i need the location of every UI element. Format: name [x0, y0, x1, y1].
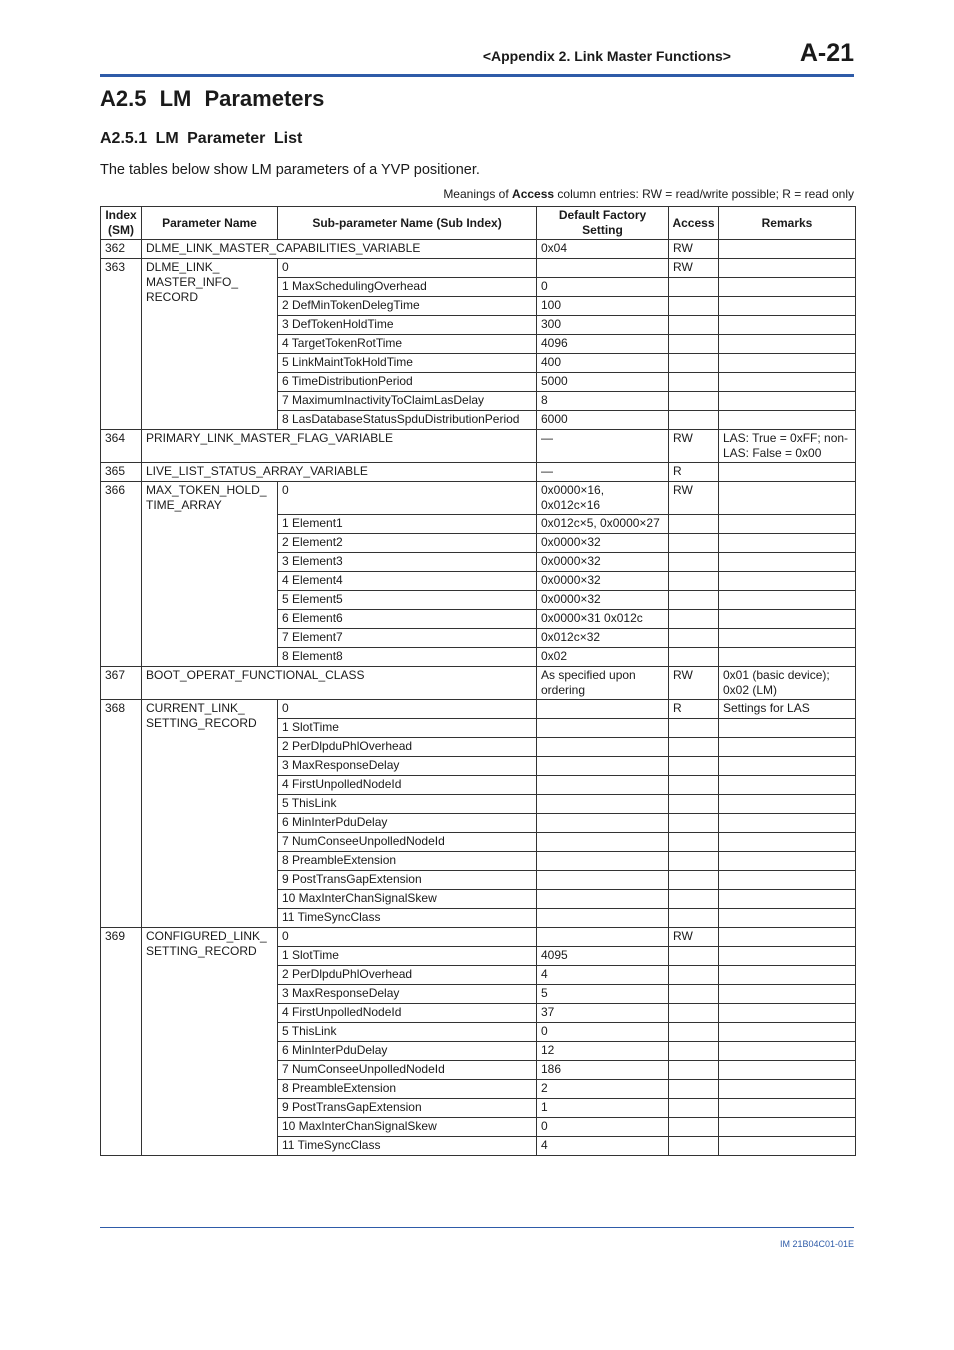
- remarks-cell: [719, 278, 856, 297]
- access-cell: [669, 629, 719, 648]
- table-header-row: [101, 207, 856, 240]
- parameter-name-cell: LIVE_LIST_STATUS_ARRAY_VARIABLE: [142, 463, 537, 482]
- access-cell: RW: [669, 240, 719, 259]
- access-cell: [669, 1118, 719, 1137]
- access-cell: [669, 316, 719, 335]
- sub-parameter-cell: 3 DefTokenHoldTime: [278, 316, 537, 335]
- intro-text: The tables below show LM parameters of a YVP positioner.: [100, 162, 480, 178]
- index-cell: 362: [101, 240, 142, 259]
- remarks-cell: [719, 928, 856, 947]
- remarks-cell: [719, 947, 856, 966]
- default-cell: 37: [537, 1004, 669, 1023]
- default-cell: —: [537, 463, 669, 482]
- access-cell: [669, 648, 719, 667]
- default-cell: [537, 776, 669, 795]
- default-cell: As specified upon ordering: [537, 667, 669, 700]
- access-legend: [443, 187, 854, 201]
- sub-parameter-cell: 2 PerDlpduPhlOverhead: [278, 738, 537, 757]
- remarks-cell: [719, 776, 856, 795]
- default-cell: 0x0000×16, 0x012c×16: [537, 482, 669, 515]
- sub-parameter-cell: 8 PreambleExtension: [278, 1080, 537, 1099]
- remarks-cell: [719, 871, 856, 890]
- sub-parameter-cell: 10 MaxInterChanSignalSkew: [278, 890, 537, 909]
- remarks-cell: [719, 591, 856, 610]
- col-header-default: Default Factory Setting: [537, 207, 669, 240]
- sub-parameter-cell: 5 ThisLink: [278, 1023, 537, 1042]
- footer-rule: [100, 1227, 854, 1228]
- access-cell: [669, 610, 719, 629]
- remarks-cell: [719, 463, 856, 482]
- access-cell: R: [669, 463, 719, 482]
- table-body: [101, 240, 856, 1156]
- remarks-cell: [719, 1080, 856, 1099]
- default-cell: [537, 738, 669, 757]
- sub-parameter-cell: 7 Element7: [278, 629, 537, 648]
- access-cell: [669, 719, 719, 738]
- default-cell: 12: [537, 1042, 669, 1061]
- table-row: [101, 700, 856, 719]
- default-cell: 2: [537, 1080, 669, 1099]
- access-cell: RW: [669, 667, 719, 700]
- sub-parameter-cell: 6 TimeDistributionPeriod: [278, 373, 537, 392]
- col-header-access: Access: [669, 207, 719, 240]
- remarks-cell: [719, 909, 856, 928]
- access-cell: [669, 373, 719, 392]
- index-cell: 368: [101, 700, 142, 928]
- default-cell: [537, 719, 669, 738]
- access-cell: [669, 1080, 719, 1099]
- access-cell: R: [669, 700, 719, 719]
- sub-parameter-cell: 9 PostTransGapExtension: [278, 871, 537, 890]
- remarks-cell: [719, 795, 856, 814]
- remarks-cell: [719, 354, 856, 373]
- default-cell: 0x0000×32: [537, 534, 669, 553]
- default-cell: 400: [537, 354, 669, 373]
- access-cell: [669, 1137, 719, 1156]
- access-cell: [669, 738, 719, 757]
- access-cell: [669, 591, 719, 610]
- remarks-cell: [719, 572, 856, 591]
- sub-parameter-cell: 0: [278, 259, 537, 278]
- page-number: A-21: [799, 39, 854, 67]
- remarks-cell: [719, 482, 856, 515]
- access-cell: [669, 852, 719, 871]
- sub-parameter-cell: 5 ThisLink: [278, 795, 537, 814]
- parameter-name-cell: MAX_TOKEN_HOLD_ TIME_ARRAY: [142, 482, 278, 667]
- table-row: [101, 259, 856, 278]
- remarks-cell: [719, 373, 856, 392]
- remarks-cell: [719, 1023, 856, 1042]
- remarks-cell: [719, 335, 856, 354]
- access-cell: [669, 776, 719, 795]
- remarks-cell: [719, 392, 856, 411]
- remarks-cell: [719, 1004, 856, 1023]
- access-cell: [669, 572, 719, 591]
- sub-parameter-cell: 7 NumConseeUnpolledNodeId: [278, 833, 537, 852]
- table-header: [101, 207, 856, 240]
- default-cell: 0x012c×32: [537, 629, 669, 648]
- table-row: [101, 240, 856, 259]
- legend-prefix: Meanings of: [443, 187, 513, 201]
- default-cell: 300: [537, 316, 669, 335]
- remarks-cell: [719, 852, 856, 871]
- sub-parameter-cell: 1 MaxSchedulingOverhead: [278, 278, 537, 297]
- appendix-label: <Appendix 2. Link Master Functions>: [482, 48, 731, 64]
- sub-parameter-cell: 2 DefMinTokenDelegTime: [278, 297, 537, 316]
- document-code: IM 21B04C01-01E: [779, 1239, 854, 1249]
- table-row: [101, 482, 856, 515]
- default-cell: 0: [537, 278, 669, 297]
- remarks-cell: [719, 648, 856, 667]
- access-cell: RW: [669, 928, 719, 947]
- access-cell: [669, 947, 719, 966]
- remarks-cell: [719, 259, 856, 278]
- default-cell: 0x0000×32: [537, 591, 669, 610]
- remarks-cell: [719, 534, 856, 553]
- access-cell: [669, 354, 719, 373]
- sub-parameter-cell: 9 PostTransGapExtension: [278, 1099, 537, 1118]
- default-cell: [537, 909, 669, 928]
- sub-parameter-cell: 6 Element6: [278, 610, 537, 629]
- remarks-cell: [719, 297, 856, 316]
- access-cell: [669, 966, 719, 985]
- default-cell: [537, 757, 669, 776]
- remarks-cell: [719, 757, 856, 776]
- default-cell: 6000: [537, 411, 669, 430]
- remarks-cell: [719, 966, 856, 985]
- sub-parameter-cell: 4 Element4: [278, 572, 537, 591]
- parameter-name-cell: BOOT_OPERAT_FUNCTIONAL_CLASS: [142, 667, 537, 700]
- sub-parameter-cell: 10 MaxInterChanSignalSkew: [278, 1118, 537, 1137]
- default-cell: [537, 833, 669, 852]
- legend-suffix: column entries: RW = read/write possible; R = read only: [554, 187, 854, 201]
- parameter-name-cell: PRIMARY_LINK_MASTER_FLAG_VARIABLE: [142, 430, 537, 463]
- sub-parameter-cell: 4 FirstUnpolledNodeId: [278, 776, 537, 795]
- access-cell: [669, 1099, 719, 1118]
- remarks-cell: 0x01 (basic device); 0x02 (LM): [719, 667, 856, 700]
- sub-parameter-cell: 6 MinInterPduDelay: [278, 1042, 537, 1061]
- access-cell: [669, 1061, 719, 1080]
- access-cell: [669, 335, 719, 354]
- table-row: [101, 463, 856, 482]
- access-cell: [669, 871, 719, 890]
- col-header-parameter-name: Parameter Name: [142, 207, 278, 240]
- sub-parameter-cell: 3 Element3: [278, 553, 537, 572]
- index-cell: 369: [101, 928, 142, 1156]
- default-cell: [537, 700, 669, 719]
- remarks-cell: [719, 738, 856, 757]
- remarks-cell: [719, 1137, 856, 1156]
- access-cell: [669, 1004, 719, 1023]
- parameter-name-cell: CURRENT_LINK_ SETTING_RECORD: [142, 700, 278, 928]
- access-cell: [669, 1023, 719, 1042]
- remarks-cell: [719, 411, 856, 430]
- sub-parameter-cell: 11 TimeSyncClass: [278, 909, 537, 928]
- col-header-remarks: Remarks: [719, 207, 856, 240]
- access-cell: [669, 515, 719, 534]
- remarks-cell: [719, 629, 856, 648]
- sub-parameter-cell: 1 Element1: [278, 515, 537, 534]
- access-cell: [669, 833, 719, 852]
- access-cell: [669, 553, 719, 572]
- default-cell: 5: [537, 985, 669, 1004]
- legend-access-word: Access: [512, 187, 555, 201]
- sub-parameter-cell: 5 LinkMaintTokHoldTime: [278, 354, 537, 373]
- sub-parameter-cell: 0: [278, 700, 537, 719]
- access-cell: [669, 909, 719, 928]
- sub-parameter-cell: 2 Element2: [278, 534, 537, 553]
- remarks-cell: [719, 1061, 856, 1080]
- subsection-title: A2.5.1 LM Parameter List: [100, 130, 303, 147]
- remarks-cell: [719, 1042, 856, 1061]
- parameter-name-cell: DLME_LINK_ MASTER_INFO_ RECORD: [142, 259, 278, 430]
- index-cell: 364: [101, 430, 142, 463]
- sub-parameter-cell: 2 PerDlpduPhlOverhead: [278, 966, 537, 985]
- page-header: [100, 39, 854, 77]
- default-cell: 186: [537, 1061, 669, 1080]
- default-cell: 0: [537, 1118, 669, 1137]
- remarks-cell: [719, 890, 856, 909]
- lm-parameter-table: [100, 206, 856, 1156]
- section-title: A2.5 LM Parameters: [100, 86, 325, 111]
- default-cell: [537, 852, 669, 871]
- remarks-cell: [719, 985, 856, 1004]
- sub-parameter-cell: 6 MinInterPduDelay: [278, 814, 537, 833]
- default-cell: 4: [537, 1137, 669, 1156]
- access-cell: [669, 278, 719, 297]
- remarks-cell: [719, 610, 856, 629]
- access-cell: [669, 411, 719, 430]
- col-header-index: Index (SM): [101, 207, 142, 240]
- index-cell: 363: [101, 259, 142, 430]
- sub-parameter-cell: 4 FirstUnpolledNodeId: [278, 1004, 537, 1023]
- default-cell: 4096: [537, 335, 669, 354]
- default-cell: [537, 928, 669, 947]
- default-cell: [537, 795, 669, 814]
- default-cell: [537, 259, 669, 278]
- index-cell: 367: [101, 667, 142, 700]
- sub-parameter-cell: 3 MaxResponseDelay: [278, 757, 537, 776]
- index-cell: 365: [101, 463, 142, 482]
- default-cell: [537, 890, 669, 909]
- default-cell: 0: [537, 1023, 669, 1042]
- sub-parameter-cell: 8 LasDatabaseStatusSpduDistributionPeriod: [278, 411, 537, 430]
- access-cell: [669, 814, 719, 833]
- sub-parameter-cell: 7 NumConseeUnpolledNodeId: [278, 1061, 537, 1080]
- default-cell: [537, 814, 669, 833]
- remarks-cell: [719, 515, 856, 534]
- access-cell: RW: [669, 259, 719, 278]
- default-cell: 0x0000×32: [537, 553, 669, 572]
- table-row: [101, 430, 856, 463]
- access-cell: [669, 757, 719, 776]
- default-cell: 8: [537, 392, 669, 411]
- access-cell: [669, 1042, 719, 1061]
- sub-parameter-cell: 1 SlotTime: [278, 947, 537, 966]
- sub-parameter-cell: 0: [278, 928, 537, 947]
- remarks-cell: [719, 833, 856, 852]
- default-cell: 5000: [537, 373, 669, 392]
- default-cell: [537, 871, 669, 890]
- remarks-cell: [719, 316, 856, 335]
- access-cell: [669, 795, 719, 814]
- parameter-name-cell: DLME_LINK_MASTER_CAPABILITIES_VARIABLE: [142, 240, 537, 259]
- remarks-cell: [719, 719, 856, 738]
- access-cell: RW: [669, 430, 719, 463]
- access-cell: [669, 985, 719, 1004]
- access-cell: [669, 392, 719, 411]
- remarks-cell: [719, 1118, 856, 1137]
- sub-parameter-cell: 4 TargetTokenRotTime: [278, 335, 537, 354]
- default-cell: 4: [537, 966, 669, 985]
- remarks-cell: LAS: True = 0xFF; non-LAS: False = 0x00: [719, 430, 856, 463]
- sub-parameter-cell: 8 PreambleExtension: [278, 852, 537, 871]
- table-row: [101, 928, 856, 947]
- table-row: [101, 667, 856, 700]
- access-cell: [669, 534, 719, 553]
- default-cell: 100: [537, 297, 669, 316]
- sub-parameter-cell: 1 SlotTime: [278, 719, 537, 738]
- remarks-cell: [719, 814, 856, 833]
- sub-parameter-cell: 11 TimeSyncClass: [278, 1137, 537, 1156]
- default-cell: 0x04: [537, 240, 669, 259]
- remarks-cell: Settings for LAS: [719, 700, 856, 719]
- remarks-cell: [719, 240, 856, 259]
- access-cell: [669, 890, 719, 909]
- parameter-name-cell: CONFIGURED_LINK_ SETTING_RECORD: [142, 928, 278, 1156]
- col-header-sub-parameter: Sub-parameter Name (Sub Index): [278, 207, 537, 240]
- sub-parameter-cell: 7 MaximumInactivityToClaimLasDelay: [278, 392, 537, 411]
- index-cell: 366: [101, 482, 142, 667]
- default-cell: —: [537, 430, 669, 463]
- default-cell: 0x0000×31 0x012c: [537, 610, 669, 629]
- sub-parameter-cell: 8 Element8: [278, 648, 537, 667]
- remarks-cell: [719, 1099, 856, 1118]
- sub-parameter-cell: 3 MaxResponseDelay: [278, 985, 537, 1004]
- default-cell: 4095: [537, 947, 669, 966]
- sub-parameter-cell: 0: [278, 482, 537, 515]
- default-cell: 1: [537, 1099, 669, 1118]
- default-cell: 0x012c×5, 0x0000×27: [537, 515, 669, 534]
- default-cell: 0x0000×32: [537, 572, 669, 591]
- access-cell: RW: [669, 482, 719, 515]
- default-cell: 0x02: [537, 648, 669, 667]
- access-cell: [669, 297, 719, 316]
- remarks-cell: [719, 553, 856, 572]
- sub-parameter-cell: 5 Element5: [278, 591, 537, 610]
